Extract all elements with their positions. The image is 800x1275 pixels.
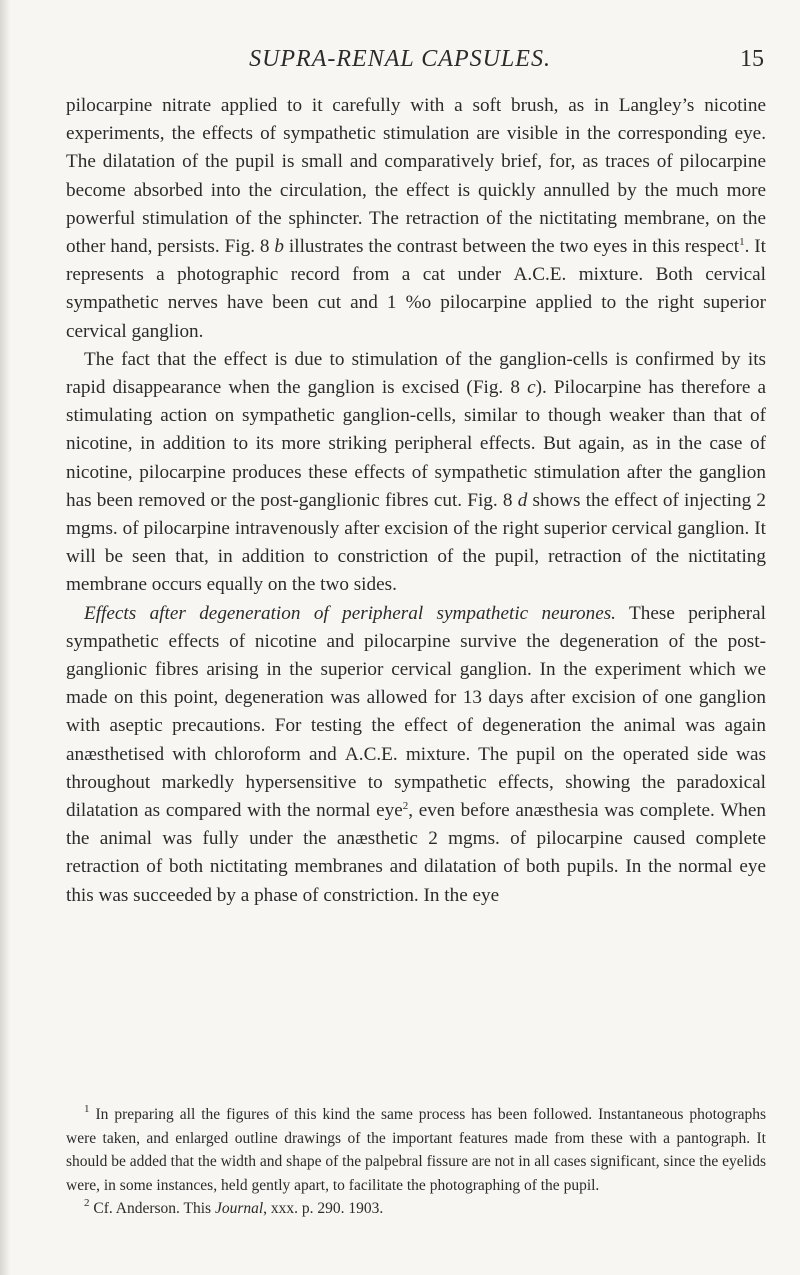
ace-abbreviation: A.C.E. (513, 264, 567, 286)
footnotes (66, 1103, 766, 1221)
page-number: 15 (740, 46, 764, 72)
ace-abbreviation: A.C.E. (344, 743, 398, 765)
footnote-ref: 1 (739, 236, 745, 249)
body-text (66, 92, 766, 910)
journal-title: Journal (214, 1200, 264, 1217)
paragraph-2: The fact that the effect is due to stimulation of the ganglion-cells is confirmed by its rapid disappearance when the ganglion is excised (Fig. 8 c). Pilocarpine has therefore a stimulating action on sympathetic ganglion-cells, similar to though weaker than that of nicotine, in addition to its more striking peripheral effects. But again, as in the case of nicotine, pilocarpine produces these effects of sympathetic stimulation after the ganglion has been removed or the post-ganglionic fibres cut. Fig. 8 d shows the effect of injecting 2 mgms. of pilocarpine intravenously after excision of the right superior cervical ganglion. It will be seen that, in addition to constriction of the pupil, retraction of the nictitating membrane occurs equally on the two sides. (66, 348, 766, 596)
running-title: SUPRA-RENAL CAPSULES. (249, 46, 551, 72)
footnote-marker: 2 (84, 1197, 90, 1209)
figure-letter: c (527, 377, 536, 399)
footnote-2: $^2$ Cf. Anderson. This Journal, xxx. p. 290. 1903. (84, 1197, 384, 1217)
page-binding-edge (0, 0, 10, 1275)
footnote-1: $^1$ In preparing all the figures of this kind the same process has been followed. Instantaneous photographs were taken, and enlarged outline drawings of the important features made from these with a pantograph. It should be added that the width and shape of the palpebral fissure are not in all cases significant, since the eyelids were, in some instances, held gently apart, to facilitate the photographing of the pupil. (66, 1103, 766, 1194)
running-head (0, 46, 800, 86)
paragraph-3: Effects after degeneration of peripheral sympathetic neurones. These peripheral sympathetic effects of nicotine and pilocarpine survive the degeneration of the post-ganglionic fibres arising in the superior cervical ganglion. In the experiment which we made on this point, degeneration was allowed for 13 days after excision of one ganglion with aseptic precautions. For testing the effect of degeneration the animal was again anæsthetised with chloroform and A.C.E. mixture. The pupil on the operated side was throughout markedly hypersensitive to sympathetic effects, showing the paradoxical dilatation as compared with the normal eye$^2$, even before anæsthesia was complete. When the animal was fully under the anæsthetic 2 mgms. of pilocarpine caused complete retraction of both nictitating membranes and dilatation of both pupils. In the normal eye this was succeeded by a phase of constriction. In the eye (66, 602, 767, 906)
footnote-ref: 2 (402, 800, 409, 813)
footnote-marker: 1 (84, 1103, 90, 1115)
figure-letter: d (517, 489, 528, 511)
figure-letter: b (274, 236, 284, 258)
section-heading: Effects after degeneration of peripheral sympathetic neurones. (84, 602, 616, 624)
paragraph-1: pilocarpine nitrate applied to it carefully with a soft brush, as in Langley’s nicotine experiments, the effects of sympathetic stimulation are visible in the corresponding eye. The dilatation of the pupil is small and comparatively brief, for, as traces of pilocarpine become absorbed into the circulation, the effect is quickly annulled by the much more powerful stimulation of the sphincter. The retraction of the nictitating membrane, on the other hand, persists. Fig. 8 b illustrates the contrast between the two eyes in this respect$^1$. It represents a photographic record from a cat under A.C.E. mixture. Both cervical sympathetic nerves have been cut and 1 %o pilocarpine applied to the right superior cervical ganglion. (66, 95, 766, 342)
